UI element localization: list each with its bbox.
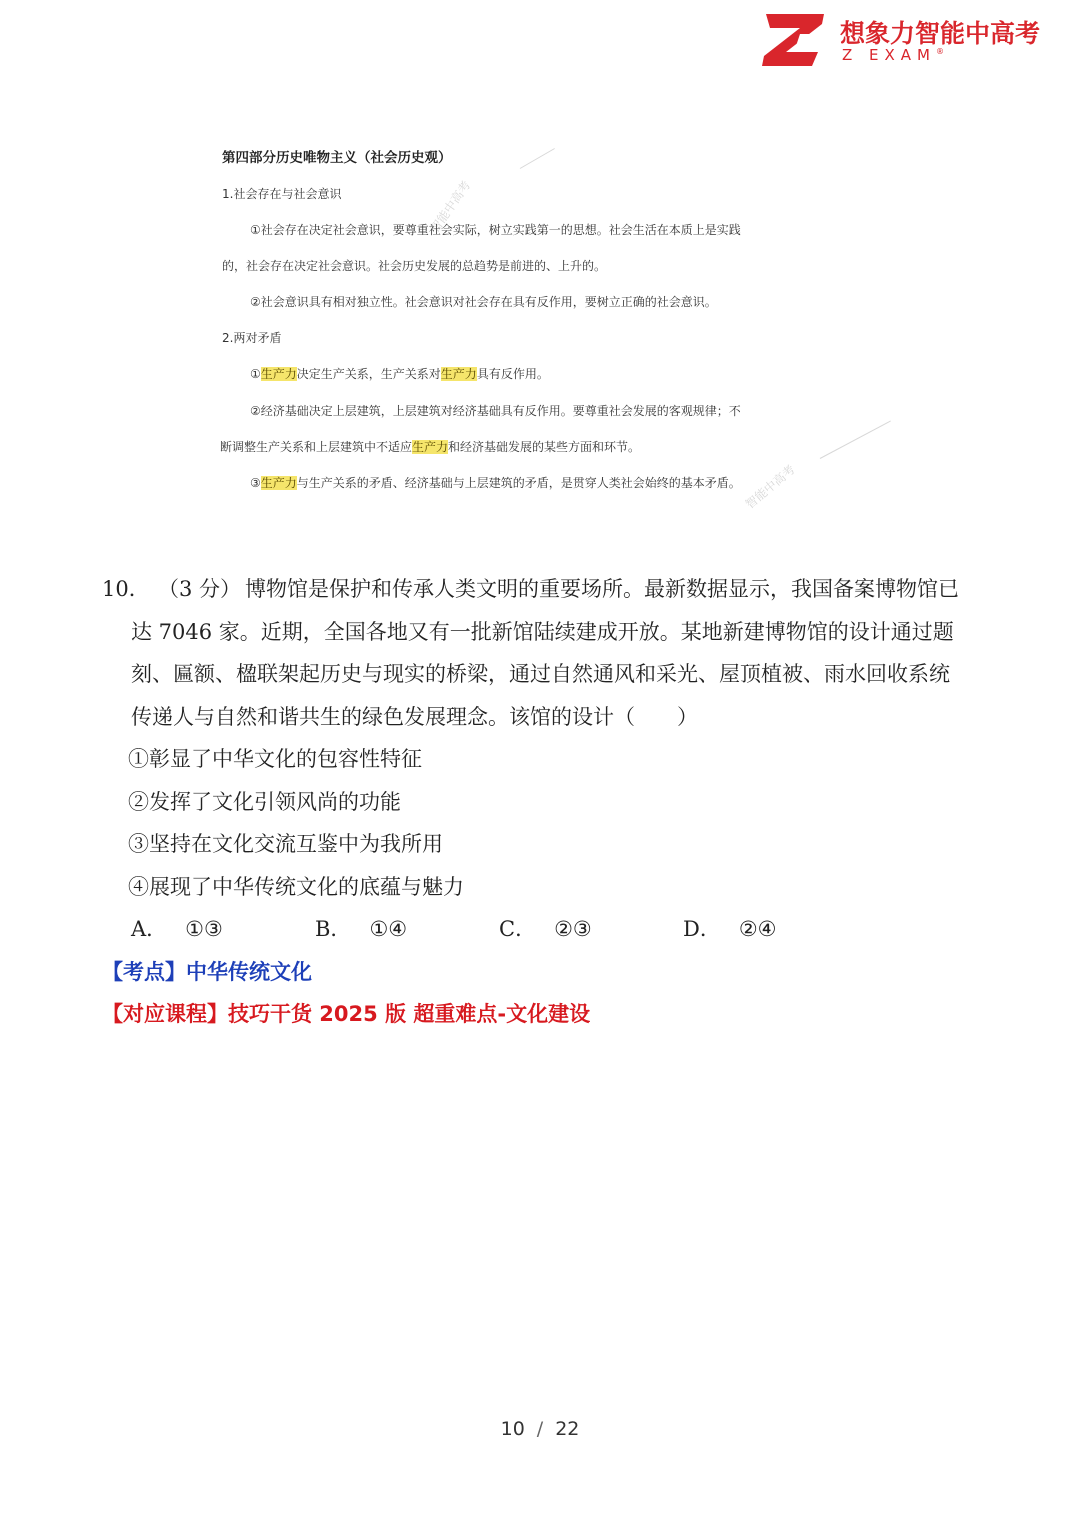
- snippet-section-title: 2.两对矛盾: [222, 331, 282, 345]
- answer-choices: [102, 908, 982, 951]
- stem-line: 达 7046 家。近期，全国各地又有一批新馆陆续建成开放。某地新建博物馆的设计通过题: [131, 619, 954, 644]
- choice-a[interactable]: A． ①③: [131, 917, 223, 941]
- highlight: 生产力: [412, 440, 449, 454]
- kaodian-tag: 【考点】中华传统文化: [102, 959, 312, 984]
- logo-title: 想象力智能中高考: [840, 19, 1041, 48]
- highlight: 生产力: [440, 367, 477, 381]
- snippet-line: ②经济基础决定上层建筑，上层建筑对经济基础具有反作用。要尊重社会发展的客观规律；不: [250, 404, 741, 418]
- snippet-line: ③生产力与生产关系的矛盾、经济基础与上层建筑的矛盾，是贯穿人类社会始终的基本矛盾。: [250, 476, 741, 490]
- z-exam-logo-icon: [760, 12, 828, 68]
- page-separator: /: [536, 1418, 544, 1440]
- stem-line: 博物馆是保护和传承人类文明的重要场所。最新数据显示，我国备案博物馆已: [245, 577, 960, 601]
- page-total: 22: [555, 1418, 580, 1440]
- snippet-heading: 第四部分历史唯物主义（社会历史观）: [222, 150, 452, 166]
- notes-snippet-image: [200, 128, 900, 520]
- choice-d[interactable]: D． ②④: [683, 917, 777, 941]
- page-current: 10: [500, 1418, 525, 1440]
- snippet-line: ①生产力决定生产关系，生产关系对生产力具有反作用。: [250, 367, 549, 381]
- snippet-line: 的，社会存在决定社会意识。社会历史发展的总趋势是前进的、上升的。: [222, 259, 607, 273]
- watermark: 智能中高考: [427, 178, 474, 236]
- question-stem: [102, 568, 982, 738]
- page-number: [0, 1418, 1080, 1440]
- logo-subtitle: Z EXAM®: [842, 46, 945, 64]
- cropped-text-edge: [220, 510, 440, 516]
- watermark: 智能中高考: [742, 462, 798, 512]
- choice-b[interactable]: B． ①④: [315, 917, 408, 941]
- brand-logo: [760, 12, 1070, 68]
- snippet-section-title: 1.社会存在与社会意识: [222, 187, 342, 201]
- stem-line: 传递人与自然和谐共生的绿色发展理念。该馆的设计（ ）: [131, 704, 698, 729]
- question-number: 10．: [102, 577, 150, 601]
- snippet-line: ①社会存在决定社会意识，要尊重社会实际，树立实践第一的思想。社会生活在本质上是实践: [250, 223, 741, 237]
- highlight: 生产力: [260, 476, 297, 490]
- option-item: ④展现了中华传统文化的底蕴与魅力: [128, 874, 464, 899]
- choice-c[interactable]: C． ②③: [499, 917, 592, 941]
- course-link[interactable]: 【对应课程】技巧干货 2025 版 超重难点-文化建设: [102, 1002, 591, 1026]
- highlight: 生产力: [260, 367, 297, 381]
- question-10: [102, 568, 982, 1036]
- option-item: ①彰显了中华文化的包容性特征: [128, 747, 422, 771]
- question-score: （3 分）: [158, 577, 242, 601]
- stem-line: 刻、匾额、楹联架起历史与现实的桥梁，通过自然通风和采光、屋顶植被、雨水回收系统: [131, 662, 950, 686]
- option-item: ②发挥了文化引领风尚的功能: [128, 789, 401, 814]
- option-item: ③坚持在文化交流互鉴中为我所用: [128, 832, 443, 856]
- snippet-line: 断调整生产关系和上层建筑中不适应生产力和经济基础发展的某些方面和环节。: [220, 440, 641, 454]
- snippet-line: ②社会意识具有相对独立性。社会意识对社会存在具有反作用，要树立正确的社会意识。: [250, 295, 717, 309]
